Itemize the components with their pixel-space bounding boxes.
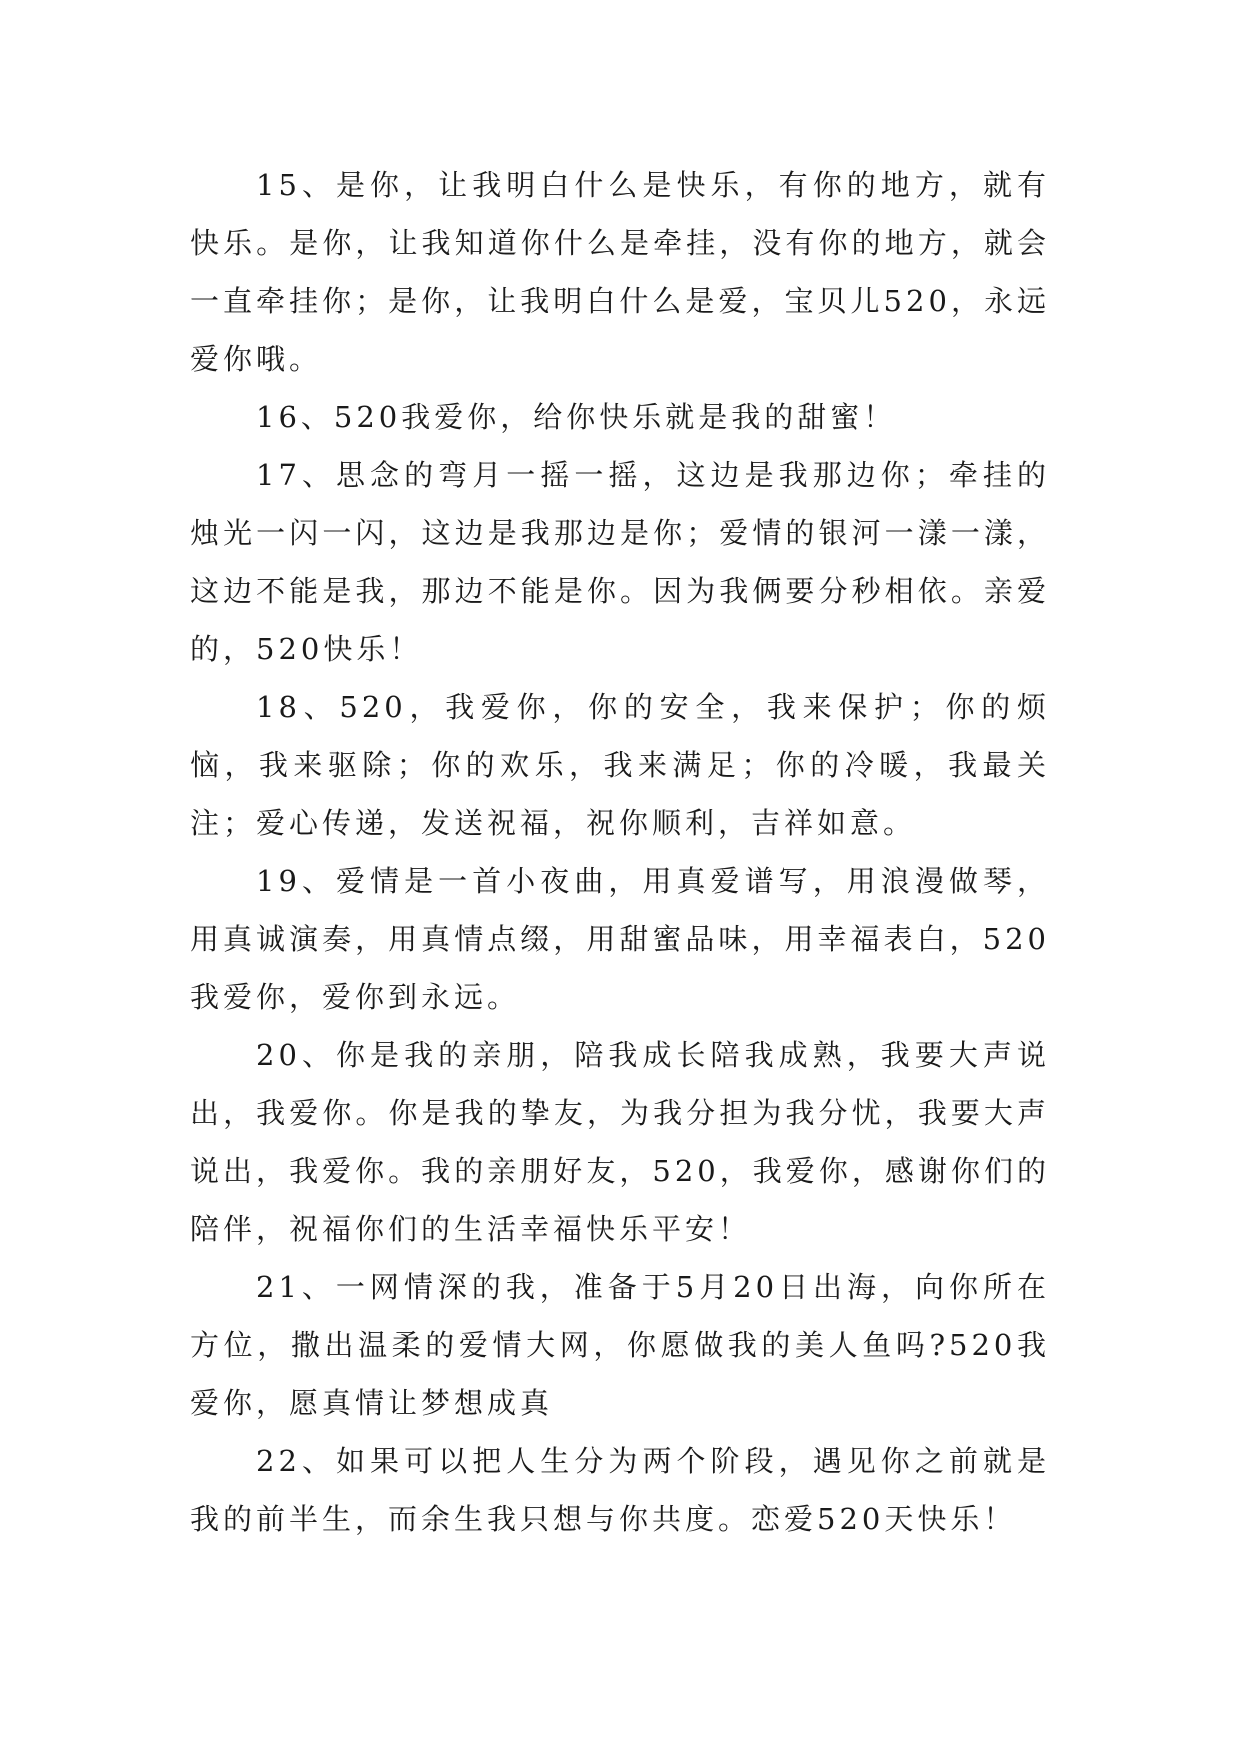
paragraph-17: 17、思念的弯月一摇一摇，这边是我那边你；牵挂的烛光一闪一闪，这边是我那边是你；爱情的银河一漾一漾，这边不能是我，那边不能是你。因为我俩要分秒相依。亲爱的，520快乐！ — [190, 458, 1050, 666]
paragraph-16: 16、520我爱你，给你快乐就是我的甜蜜！ — [256, 400, 897, 434]
paragraph-20: 20、你是我的亲朋，陪我成长陪我成熟，我要大声说出，我爱你。你是我的挚友，为我分担为我分忧，我要大声说出，我爱你。我的亲朋好友，520，我爱你，感谢你们的陪伴，祝福你们的生活幸福快乐平安！ — [190, 1038, 1050, 1246]
paragraph-15: 15、是你，让我明白什么是快乐，有你的地方，就有快乐。是你，让我知道你什么是牵挂，没有你的地方，就会一直牵挂你；是你，让我明白什么是爱，宝贝儿520，永远爱你哦。 — [190, 168, 1050, 376]
paragraph-22: 22、如果可以把人生分为两个阶段，遇见你之前就是我的前半生，而余生我只想与你共度。恋爱520天快乐！ — [190, 1444, 1050, 1536]
paragraph-18: 18、520，我爱你，你的安全，我来保护；你的烦恼，我来驱除；你的欢乐，我来满足；你的冷暖，我最关注；爱心传递，发送祝福，祝你顺利，吉祥如意。 — [190, 690, 1050, 840]
paragraph-19: 19、爱情是一首小夜曲，用真爱谱写，用浪漫做琴，用真诚演奏，用真情点缀，用甜蜜品味，用幸福表白，520我爱你，爱你到永远。 — [190, 864, 1050, 1014]
document-body — [190, 156, 1050, 1548]
paragraph-21: 21、一网情深的我，准备于5月20日出海，向你所在方位，撒出温柔的爱情大网，你愿做我的美人鱼吗?520我爱你，愿真情让梦想成真 — [190, 1270, 1050, 1420]
